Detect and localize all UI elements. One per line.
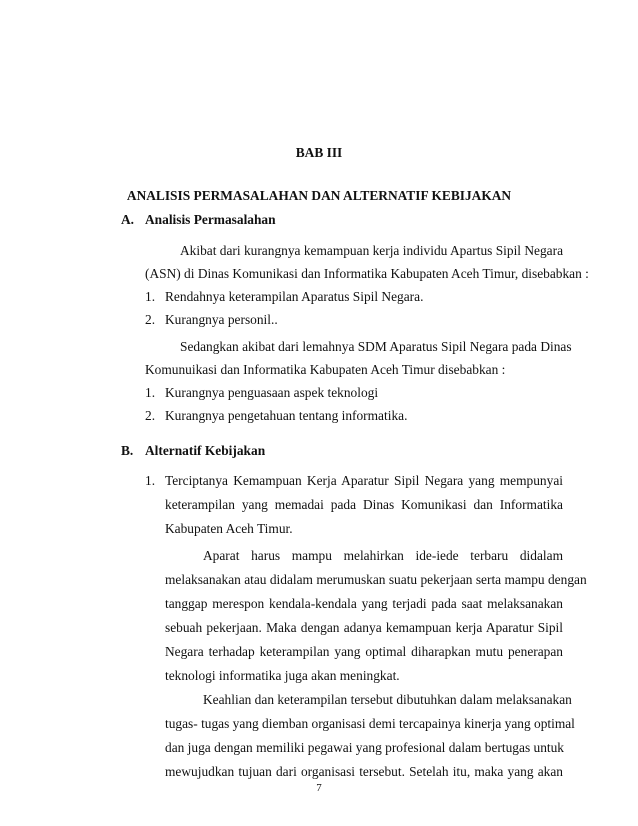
list2-text-1: Kurangnya penguasaan aspek teknologi xyxy=(165,385,379,400)
list1-num-2: 2. xyxy=(145,312,156,327)
para4-line-2: tugas- tugas yang diemban organisasi demi tercapainya kinerja yang optimal xyxy=(165,716,575,731)
para3-line-5: Negara terhadap keterampilan yang optimal diharapkan mutu penerapan xyxy=(165,644,563,659)
para4-line-4: mewujudkan tujuan dari organisasi tersebut. Setelah itu, maka yang akan xyxy=(165,764,563,779)
para4-line-3: dan juga dengan memiliki pegawai yang profesional dalam bertugas untuk xyxy=(165,740,564,755)
section-a-heading: Analisis Permasalahan xyxy=(145,212,276,227)
section-a-marker: A. xyxy=(121,212,135,227)
para3-line-6: teknologi informatika juga akan meningkat. xyxy=(165,668,400,683)
section-b-marker: B. xyxy=(121,443,134,458)
para3-line-4: sebuah pekerjaan. Maka dengan adanya kemampuan kerja Aparatur Sipil xyxy=(165,620,563,635)
item1-line-2: keterampilan yang memadai pada Dinas Komunikasi dan Informatika xyxy=(165,497,563,512)
list1-text-1: Rendahnya keterampilan Aparatus Sipil Negara. xyxy=(165,289,424,304)
para4-line-1: Keahlian dan keterampilan tersebut dibutuhkan dalam melaksanakan xyxy=(203,692,572,707)
item1-line-1: Terciptanya Kemampuan Kerja Aparatur Sipil Negara yang mempunyai xyxy=(165,473,563,488)
para3-line-2: melaksanakan atau didalam merumuskan suatu pekerjaan serta mampu dengan xyxy=(165,572,587,587)
para2-line-1: Sedangkan akibat dari lemahnya SDM Aparatus Sipil Negara pada Dinas xyxy=(180,339,572,354)
list2-text-2: Kurangnya pengetahuan tentang informatika. xyxy=(165,408,408,423)
para2-line-2: Komunuikasi dan Informatika Kabupaten Aceh Timur disebabkan : xyxy=(145,362,506,377)
page-number: 7 xyxy=(316,782,322,794)
list2-num-1: 1. xyxy=(145,385,156,400)
chapter-title: BAB III xyxy=(295,145,343,160)
para1-line-2: (ASN) di Dinas Komunikasi dan Informatika Kabupaten Aceh Timur, disebabkan : xyxy=(145,266,589,281)
para3-line-3: tanggap merespon kendala-kendala yang terjadi pada saat melaksanakan xyxy=(165,596,563,611)
item1-num: 1. xyxy=(145,473,156,488)
list1-num-1: 1. xyxy=(145,289,156,304)
list2-num-2: 2. xyxy=(145,408,156,423)
item1-line-3: Kabupaten Aceh Timur. xyxy=(165,521,293,536)
para3-line-1: Aparat harus mampu melahirkan ide-iede terbaru didalam xyxy=(203,548,563,563)
chapter-subtitle: ANALISIS PERMASALAHAN DAN ALTERNATIF KEBIJAKAN xyxy=(126,188,512,203)
section-b-heading: Alternatif Kebijakan xyxy=(145,443,266,458)
para1-line-1: Akibat dari kurangnya kemampuan kerja individu Apartus Sipil Negara xyxy=(180,243,564,258)
list1-text-2: Kurangnya personil.. xyxy=(165,312,278,327)
